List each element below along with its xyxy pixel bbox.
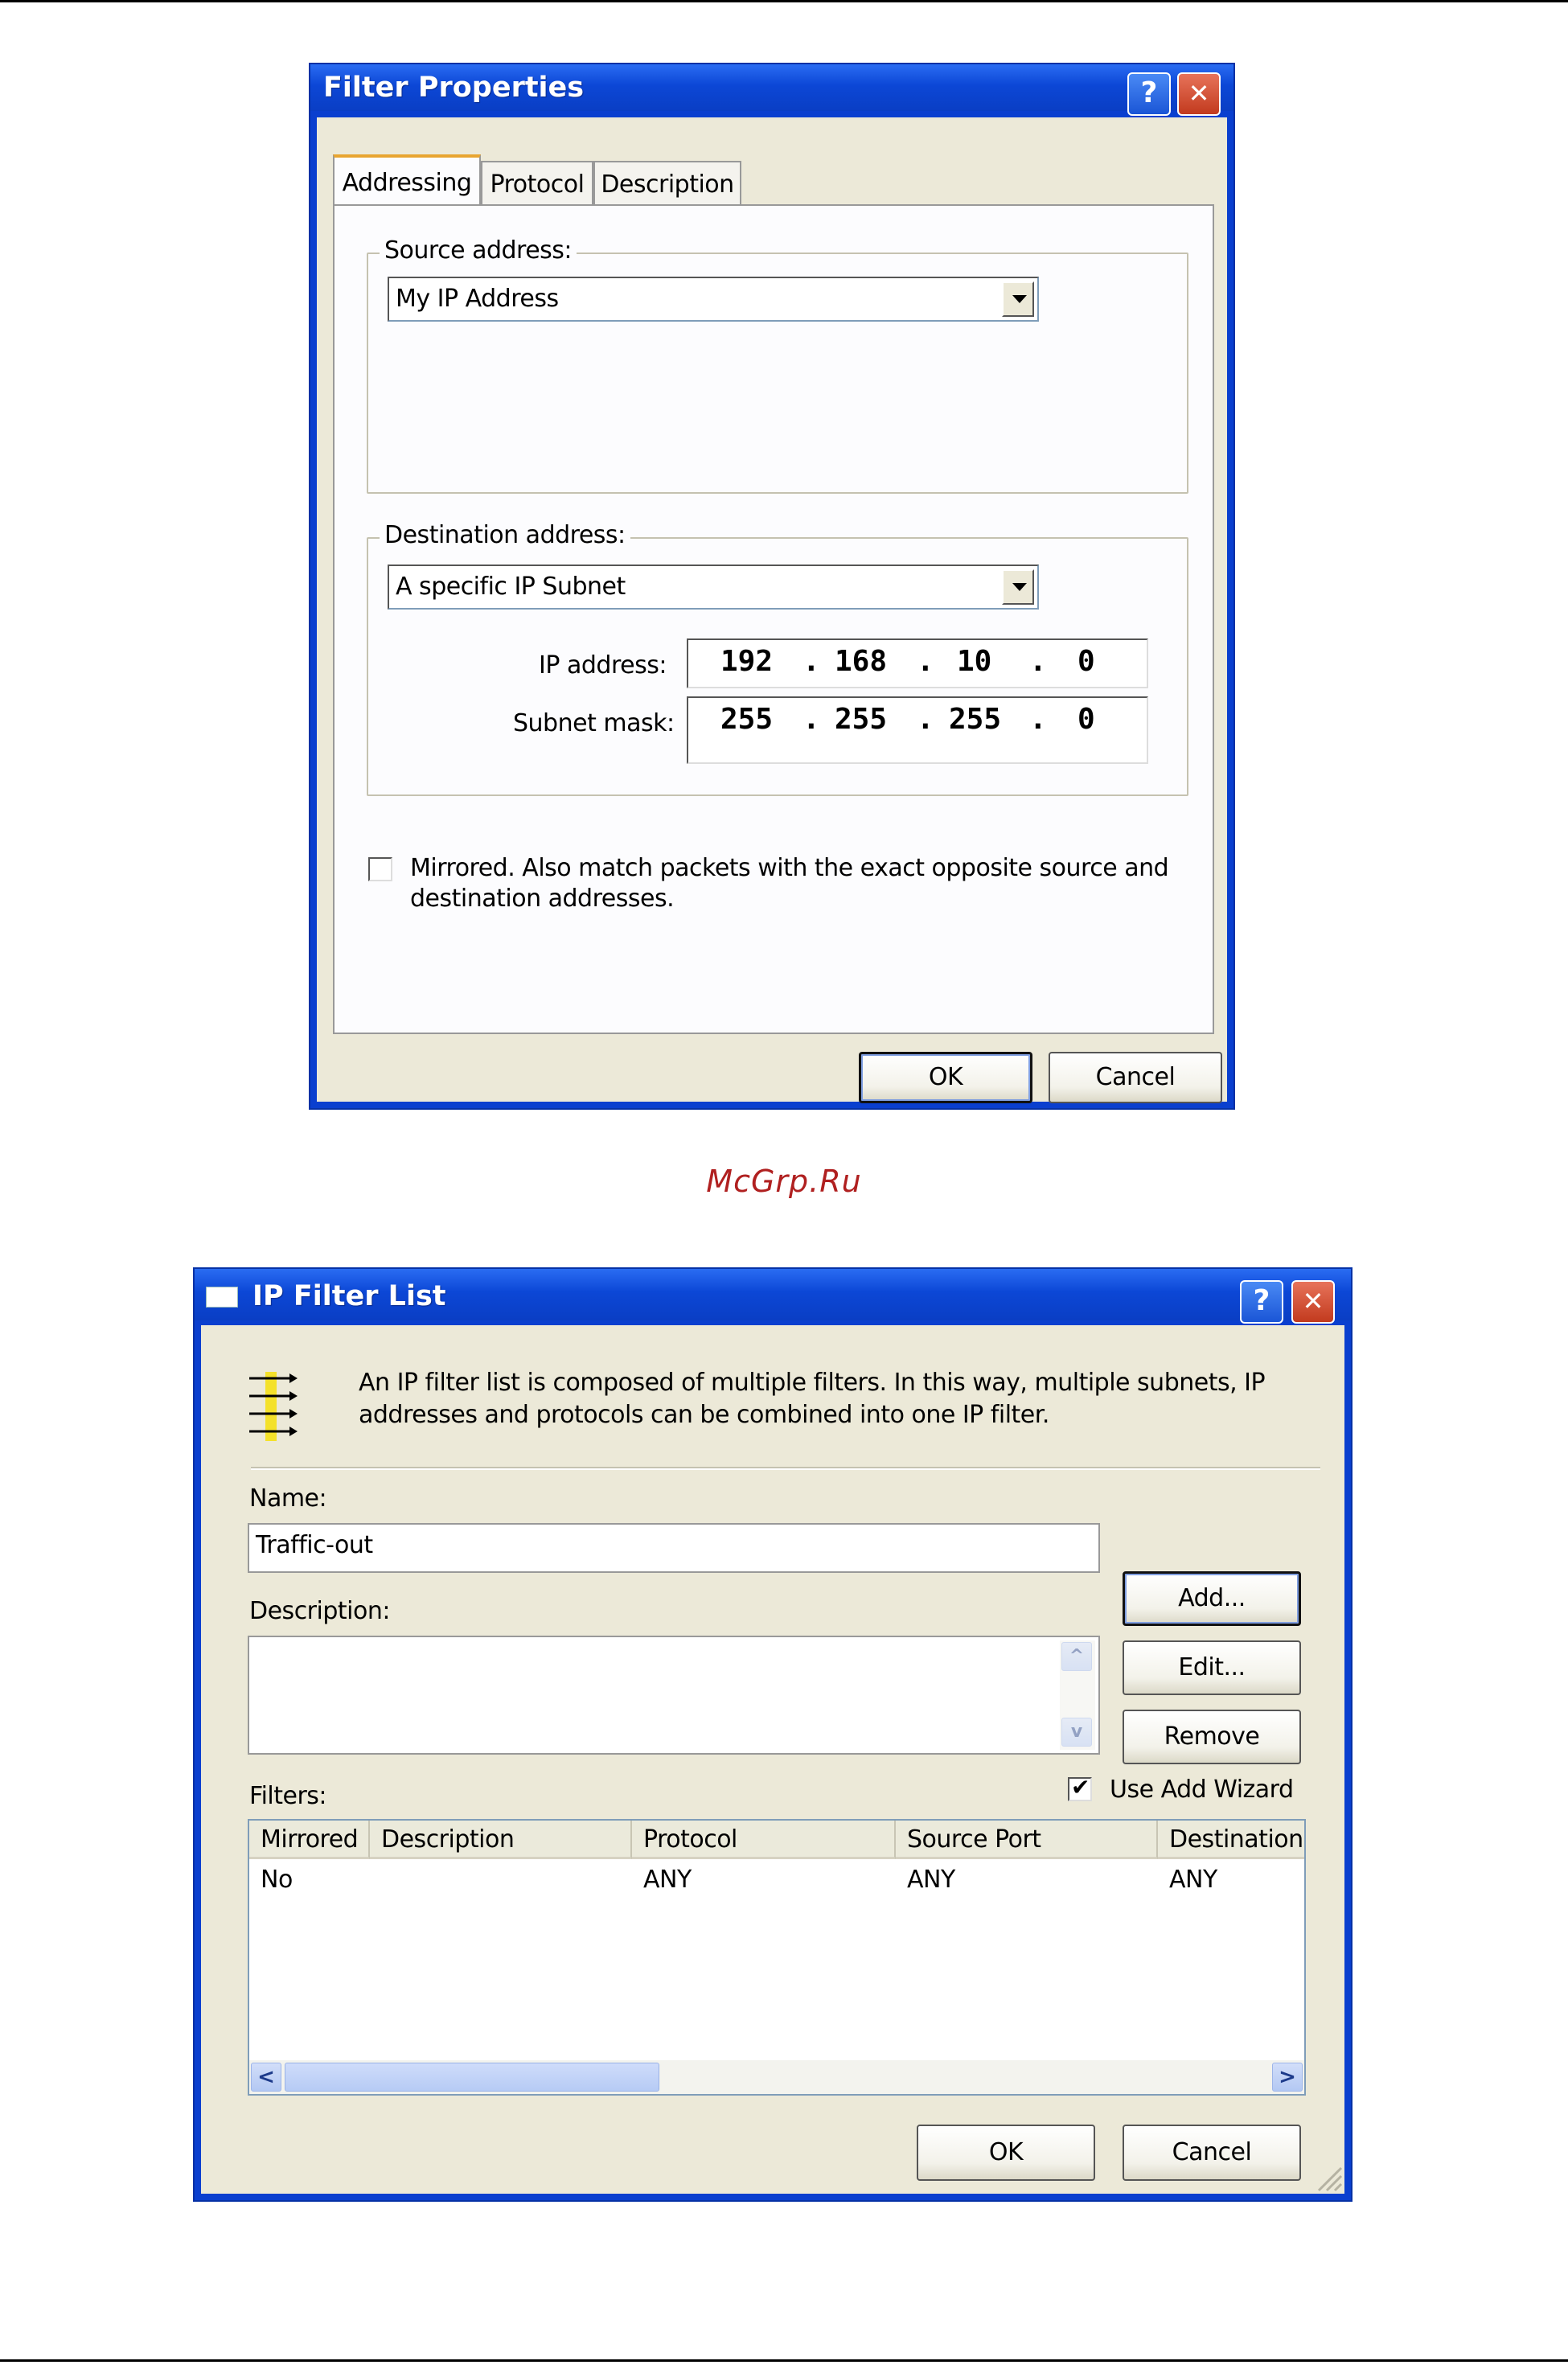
filter-properties-dialog [309, 63, 1235, 1110]
ip-dot: . [802, 645, 820, 678]
ip-filter-list-client [201, 1325, 1344, 2194]
use-add-wizard-label: Use Add Wizard [1110, 1776, 1294, 1804]
cell-source-port: ANY [907, 1866, 955, 1894]
ip-filter-list-titlebar[interactable] [195, 1269, 1351, 1320]
ip-dot: . [917, 703, 934, 736]
divider [251, 1467, 1320, 1470]
scroll-thumb[interactable] [285, 2063, 659, 2092]
source-address-label: Source address: [380, 236, 577, 265]
intro-text-line1: An IP filter list is composed of multiple filters. In this way, multiple subnets, IP [359, 1369, 1266, 1397]
horizontal-scrollbar[interactable] [249, 2060, 1304, 2094]
destination-address-group [367, 521, 1188, 796]
chevron-down-icon[interactable] [1002, 569, 1034, 605]
ip-filter-list-dialog [193, 1267, 1353, 2202]
destination-address-value: A specific IP Subnet [396, 573, 626, 601]
subnet-mask-field[interactable] [687, 696, 1148, 764]
close-button[interactable]: ✕ [1177, 72, 1221, 116]
ip-dot: . [917, 645, 934, 678]
name-value: Traffic-out [256, 1531, 373, 1559]
close-button[interactable]: ✕ [1291, 1280, 1335, 1324]
ok-button[interactable]: OK [859, 1052, 1032, 1103]
window-icon [206, 1287, 238, 1308]
cell-mirrored: No [261, 1866, 293, 1894]
scroll-right-icon[interactable]: > [1272, 2063, 1303, 2092]
mask-octet-4: 0 [1077, 703, 1095, 736]
cancel-button[interactable]: Cancel [1123, 2125, 1301, 2181]
ip-dot: . [1029, 645, 1047, 678]
dialog-title: Filter Properties [323, 72, 585, 104]
scroll-left-icon[interactable]: < [251, 2063, 281, 2092]
use-add-wizard-checkbox[interactable] [1068, 1777, 1092, 1801]
ip-octet-2: 168 [835, 645, 888, 678]
filters-label: Filters: [249, 1782, 327, 1810]
intro-text-line2: addresses and protocols can be combined into one IP filter. [359, 1401, 1049, 1429]
tab-protocol[interactable]: Protocol [481, 161, 593, 206]
dialog-title: IP Filter List [252, 1280, 446, 1312]
ip-octet-3: 10 [957, 645, 992, 678]
column-destination[interactable]: Destination [1158, 1821, 1306, 1859]
column-source-port[interactable]: Source Port [896, 1821, 1158, 1859]
mask-octet-1: 255 [720, 703, 774, 736]
tab-addressing[interactable]: Addressing [333, 154, 481, 206]
mask-octet-2: 255 [835, 703, 888, 736]
cell-protocol: ANY [643, 1866, 692, 1894]
destination-address-label: Destination address: [380, 521, 630, 549]
ip-dot: . [802, 703, 820, 736]
name-label: Name: [249, 1484, 327, 1513]
name-input[interactable] [248, 1523, 1100, 1573]
column-protocol[interactable]: Protocol [632, 1821, 896, 1859]
filters-list[interactable] [248, 1819, 1306, 2096]
scroll-up-icon[interactable]: ^ [1061, 1642, 1092, 1671]
description-label: Description: [249, 1597, 390, 1625]
source-address-value: My IP Address [396, 285, 559, 313]
description-textarea[interactable] [248, 1636, 1100, 1755]
mirrored-label-line1: Mirrored. Also match packets with the exact opposite source and [410, 854, 1169, 882]
subnet-mask-label: Subnet mask: [513, 709, 675, 737]
mask-octet-3: 255 [949, 703, 1002, 736]
edit-button[interactable]: Edit... [1123, 1640, 1301, 1695]
page-top-rule [0, 0, 1568, 2]
column-description[interactable]: Description [370, 1821, 632, 1859]
ip-address-label: IP address: [539, 651, 667, 679]
mirrored-label-line2: destination addresses. [410, 885, 675, 913]
watermark: McGrp.Ru [706, 1164, 862, 1199]
destination-address-combo[interactable] [388, 565, 1039, 610]
table-row[interactable] [249, 1861, 1306, 1899]
description-scrollbar[interactable] [1060, 1640, 1095, 1750]
filter-properties-titlebar[interactable] [310, 64, 1233, 111]
remove-button[interactable]: Remove [1123, 1710, 1301, 1764]
filter-properties-client [317, 117, 1227, 1102]
scroll-down-icon[interactable]: v [1061, 1718, 1092, 1747]
help-button[interactable]: ? [1127, 72, 1171, 116]
add-button[interactable]: Add... [1123, 1571, 1301, 1626]
cell-destination: ANY [1169, 1866, 1217, 1894]
cancel-button[interactable]: Cancel [1049, 1052, 1222, 1103]
column-mirrored[interactable]: Mirrored [249, 1821, 370, 1859]
mirrored-checkbox[interactable] [368, 857, 392, 881]
chevron-down-icon[interactable] [1002, 281, 1034, 317]
ip-dot: . [1029, 703, 1047, 736]
ip-address-field[interactable] [687, 638, 1148, 688]
ip-octet-4: 0 [1077, 645, 1095, 678]
page-bottom-rule [0, 2359, 1568, 2362]
source-address-group [367, 236, 1188, 494]
resize-grip-icon[interactable] [1312, 2162, 1344, 2194]
ok-button[interactable]: OK [917, 2125, 1095, 2181]
ip-octet-1: 192 [720, 645, 774, 678]
source-address-combo[interactable] [388, 277, 1039, 322]
filter-list-icon [244, 1365, 301, 1446]
addressing-tab-page [333, 204, 1214, 1034]
tab-description[interactable]: Description [593, 161, 741, 206]
help-button[interactable]: ? [1240, 1280, 1283, 1324]
